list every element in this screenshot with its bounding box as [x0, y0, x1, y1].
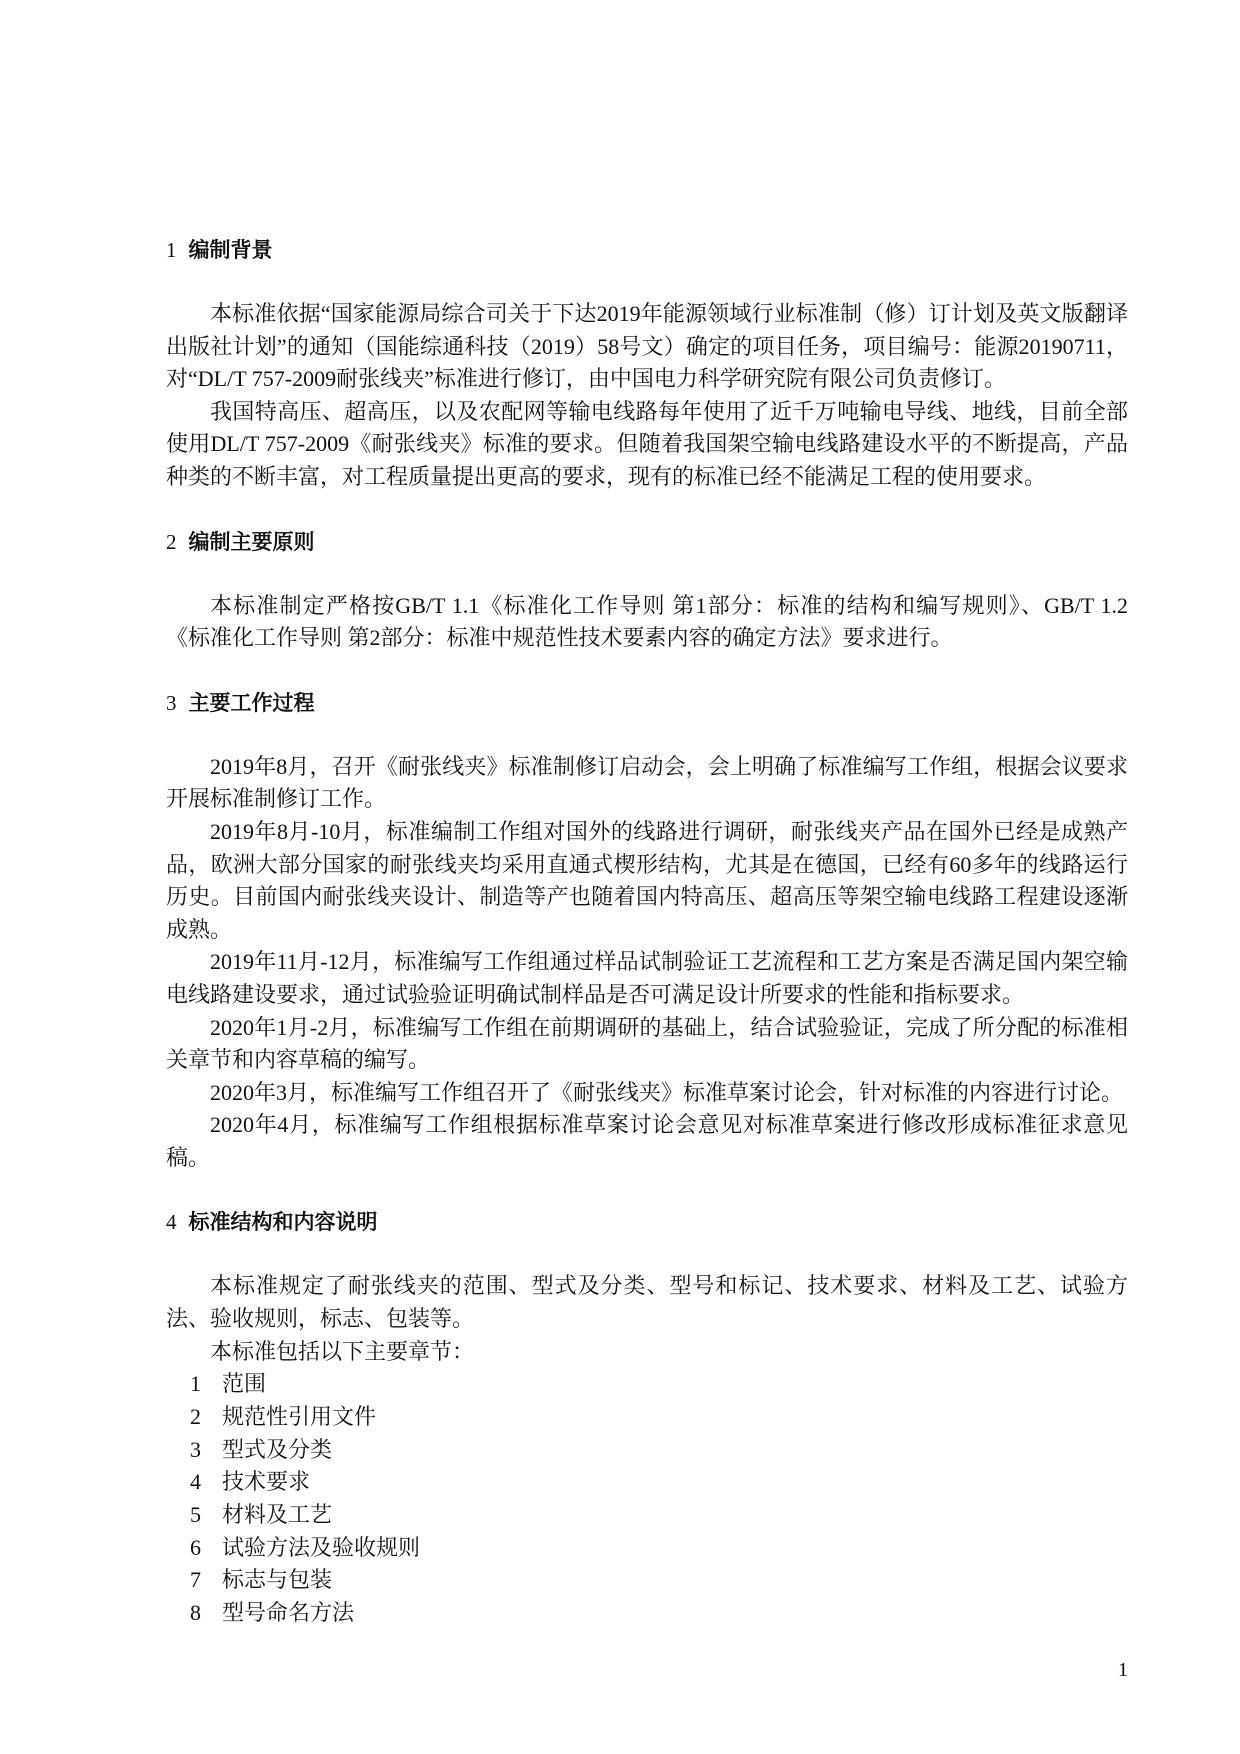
chapter-title: 技术要求 — [222, 1469, 311, 1495]
chapter-number: 2 — [190, 1403, 201, 1429]
chapter-number: 7 — [190, 1567, 201, 1593]
chapter-item — [190, 1434, 1128, 1467]
chapter-number: 3 — [190, 1436, 201, 1462]
chapter-number: 6 — [190, 1534, 201, 1560]
chapter-title: 规范性引用文件 — [222, 1403, 377, 1429]
section-1-heading — [166, 234, 1128, 267]
chapter-title: 范围 — [222, 1371, 267, 1397]
chapter-title: 型号命名方法 — [222, 1600, 355, 1626]
paragraph: 本标准制定严格按GB/T 1.1《标准化工作导则 第1部分：标准的结构和编写规则》、GB/T 1.2《标准化工作导则 第2部分：标准中规范性技术要素内容的确定方法》要求进行。 — [166, 592, 1128, 651]
section-3-body — [166, 751, 1128, 1175]
section-1-body — [166, 298, 1128, 494]
page-number: 1 — [1118, 1658, 1128, 1681]
section-3-heading — [166, 687, 1128, 720]
paragraph: 本标准规定了耐张线夹的范围、型式及分类、型号和标记、技术要求、材料及工艺、试验方法、验收规则，标志、包装等。 — [166, 1273, 1128, 1332]
chapter-list — [190, 1368, 1128, 1630]
chapter-number: 8 — [190, 1600, 201, 1626]
chapter-item — [190, 1597, 1128, 1630]
chapter-number: 5 — [190, 1502, 201, 1528]
chapter-item — [190, 1564, 1128, 1597]
paragraph: 本标准依据“国家能源局综合司关于下达2019年能源领域行业标准制（修）订计划及英文版翻译出版社计划”的通知（国能综通科技（2019）58号文）确定的项目任务，项目编号：能源20190711，对“DL/T 757-2009耐张线夹”标准进行修订，由中国电力科学研究院有限公司负责修订。 — [166, 301, 1128, 392]
paragraph: 2020年4月，标准编写工作组根据标准草案讨论会意见对标准草案进行修改形成标准征求意见稿。 — [166, 1112, 1128, 1170]
paragraph: 我国特高压、超高压，以及农配网等输电线路每年使用了近千万吨输电导线、地线，目前全部使用DL/T 757-2009《耐张线夹》标准的要求。但随着我国架空输电线路建设水平的不断提高，产品种类的不断丰富，对工程质量提出更高的要求，现有的标准已经不能满足工程的使用要求。 — [166, 398, 1128, 489]
section-2-heading — [166, 526, 1128, 559]
paragraph: 2020年1月-2月，标准编写工作组在前期调研的基础上，结合试验验证，完成了所分配的标准相关章节和内容草稿的编写。 — [166, 1014, 1128, 1073]
section-title: 标准结构和内容说明 — [188, 1211, 378, 1235]
section-number: 3 — [166, 690, 177, 715]
paragraph: 2019年8月-10月，标准编制工作组对国外的线路进行调研，耐张线夹产品在国外已经是成熟产品，欧洲大部分国家的耐张线夹均采用直通式楔形结构，尤其是在德国，已经有60多年的线路运行历史。目前国内耐张线夹设计、制造等产也随着国内特高压、超高压等架空输电线路工程建设逐渐成熟。 — [166, 818, 1128, 942]
chapter-item — [190, 1499, 1128, 1532]
section-title: 编制主要原则 — [188, 530, 315, 554]
chapter-item — [190, 1466, 1128, 1499]
section-number: 2 — [166, 529, 177, 554]
section-title: 编制背景 — [188, 239, 273, 262]
chapter-number: 4 — [190, 1469, 201, 1495]
chapter-title: 材料及工艺 — [222, 1502, 333, 1528]
chapter-item — [190, 1532, 1128, 1565]
section-2-body — [166, 590, 1128, 655]
paragraph: 2019年11月-12月，标准编写工作组通过样品试制验证工艺流程和工艺方案是否满足国内架空输电线路建设要求，通过试验验证明确试制样品是否可满足设计所要求的性能和指标要求。 — [166, 949, 1128, 1007]
section-4-body — [166, 1270, 1128, 1368]
chapter-number: 1 — [190, 1371, 201, 1397]
chapter-title: 型式及分类 — [222, 1436, 333, 1462]
section-title: 主要工作过程 — [188, 691, 315, 715]
chapter-item — [190, 1401, 1128, 1434]
chapter-title: 标志与包装 — [222, 1567, 333, 1593]
document-page — [166, 0, 1128, 1724]
section-number: 1 — [166, 238, 177, 262]
paragraph: 2019年8月，召开《耐张线夹》标准制修订启动会，会上明确了标准编写工作组，根据会议要求开展标准制修订工作。 — [166, 753, 1128, 812]
section-4-heading — [166, 1206, 1128, 1239]
chapter-title: 试验方法及验收规则 — [222, 1534, 421, 1560]
paragraph: 本标准包括以下主要章节： — [210, 1338, 475, 1364]
chapter-item — [190, 1368, 1128, 1401]
section-number: 4 — [166, 1210, 177, 1235]
paragraph: 2020年3月，标准编写工作组召开了《耐张线夹》标准草案讨论会，针对标准的内容进行讨论。 — [210, 1079, 1124, 1105]
